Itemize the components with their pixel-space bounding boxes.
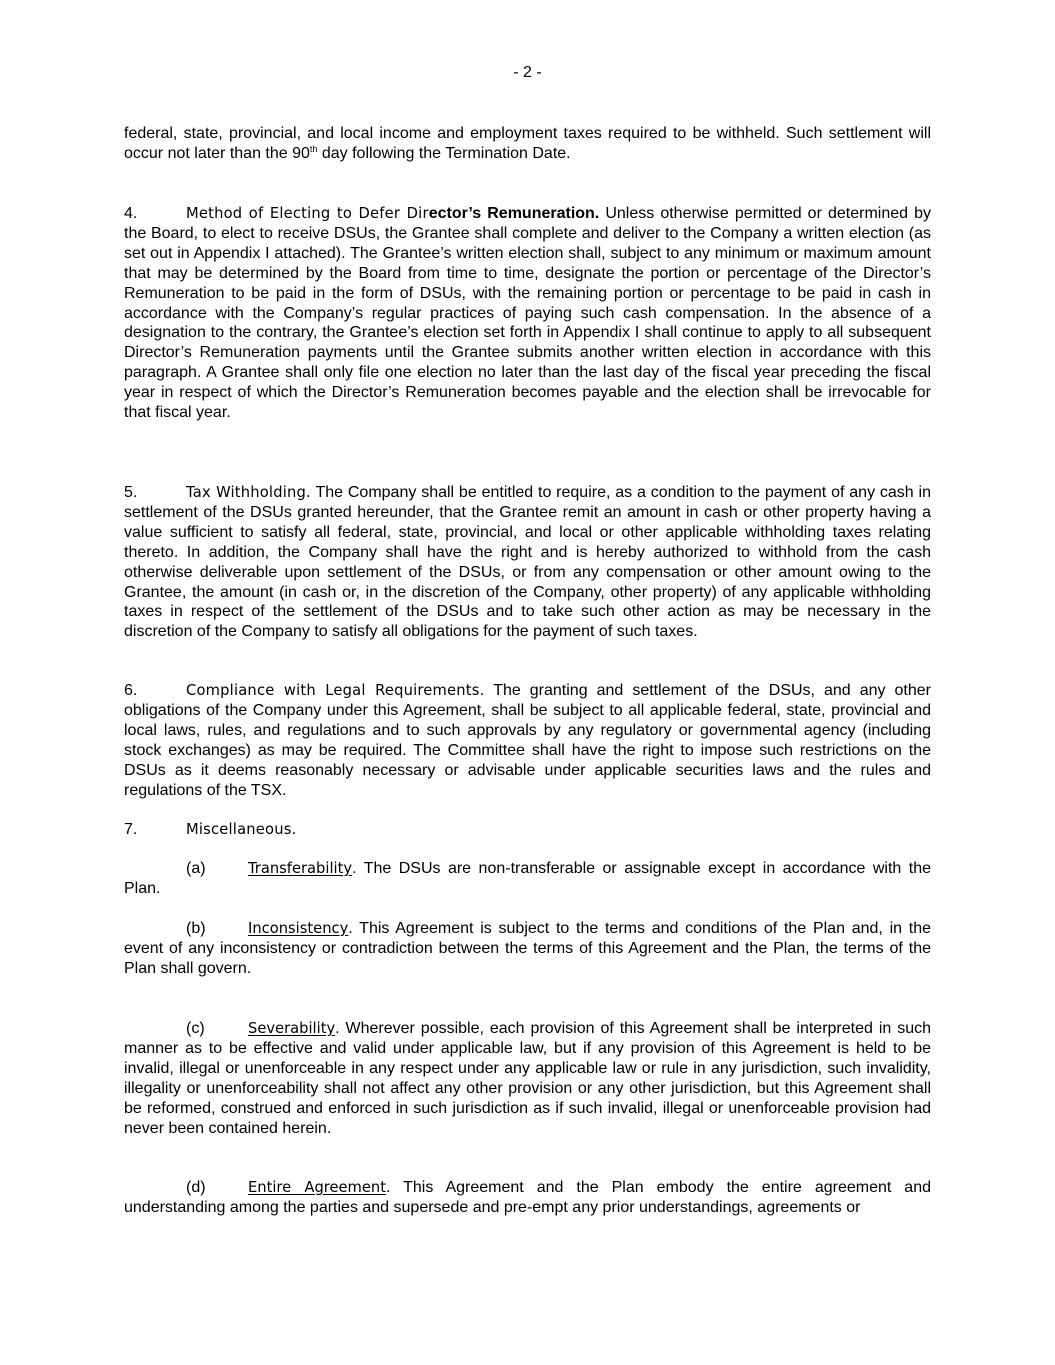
intro-text-a: federal, state, provincial, and local income and employment taxes required to be withheld. Such settlement will occur not later than the 90	[124, 125, 931, 162]
section-7-item-c	[124, 1019, 931, 1138]
section-4-number: 4.	[124, 205, 138, 222]
section-7-item-d	[124, 1178, 931, 1218]
page-number: - 2 -	[513, 64, 542, 81]
intro-superscript: th	[309, 143, 318, 154]
section-7-item-a	[124, 859, 931, 899]
section-4-heading: Method of Electing to Defer Dir	[186, 205, 429, 222]
section-5	[124, 483, 931, 642]
item-c-label: (c)	[186, 1020, 205, 1037]
section-7-heading: Miscellaneous.	[186, 821, 297, 838]
item-b-label: (b)	[186, 920, 206, 937]
section-7	[124, 820, 931, 840]
section-6-body: The granting and settlement of the DSUs, and any other obligations of the Company under this Agreement, shall be subject to all applicable federal, state, provincial and local laws, rules, and regulations and to such approvals by any regulatory or governmental agency (including stock exchanges) as may be required. The Committee shall have the right to impose such restrictions on the DSUs as it deems reasonably necessary or advisable under applicable securities laws and the rules and regulations of the TSX.	[124, 682, 931, 799]
section-5-heading: Tax Withholding.	[186, 484, 311, 501]
item-a-body: . The DSUs are non-transferable or assignable except in accordance with the Plan.	[124, 860, 931, 897]
section-4-heading-bold: ector’s Remuneration.	[428, 205, 600, 222]
section-5-body: The Company shall be entitled to require, as a condition to the payment of any cash in settlement of the DSUs granted hereunder, that the Grantee remit an amount in cash or other property having a value sufficient to satisfy all federal, state, provincial, and local or other applicable withholding taxes relating thereto. In addition, the Company shall have the right and is hereby authorized to withhold from the cash otherwise deliverable upon settlement of the DSUs, or from any compensation or other amount owing to the Grantee, the amount (in cash or, in the discretion of the Company, other property) of any applicable withholding taxes in respect of the settlement of the DSUs and to take such other action as may be necessary in the discretion of the Company to satisfy all obligations for the payment of such taxes.	[124, 484, 931, 641]
item-a-heading: Transferability	[248, 860, 353, 877]
section-6-heading: Compliance with Legal Requirements.	[186, 682, 485, 699]
section-6	[124, 681, 931, 800]
item-b-heading: Inconsistency	[248, 920, 349, 937]
intro-text-b: day following the Termination Date.	[317, 144, 571, 162]
item-d-label: (d)	[186, 1179, 206, 1196]
item-c-body: . Wherever possible, each provision of this Agreement shall be interpreted in such manner as to be effective and valid under applicable law, but if any provision of this Agreement is held to be invalid, illegal or unenforceable in any respect under any applicable law or rule in any jurisdiction, such invalidity, illegality or unenforceability shall not affect any other provision or any other jurisdiction, but this Agreement shall be reformed, construed and enforced in such jurisdiction as if such invalid, illegal or unenforceable provision had never been contained herein.	[124, 1020, 931, 1137]
item-c-heading: Severability	[248, 1020, 336, 1037]
item-b-body: . This Agreement is subject to the terms and conditions of the Plan and, in the event of any inconsistency or contradiction between the terms of this Agreement and the Plan, the terms of the Plan shall govern.	[124, 920, 931, 977]
section-7-number: 7.	[124, 821, 138, 838]
item-d-body: . This Agreement and the Plan embody the entire agreement and understanding among the parties and supersede and pre-empt any prior understandings, agreements or	[124, 1179, 931, 1216]
section-4-body: Unless otherwise permitted or determined by the Board, to elect to receive DSUs, the Grantee shall complete and deliver to the Company a written election (as set out in Appendix I attached). The Grantee’s written election shall, subject to any minimum or maximum amount that may be determined by the Board from time to time, designate the portion or percentage of the Director’s Remuneration to be paid in the form of DSUs, with the remaining portion or percentage to be paid in cash in accordance with the Company’s regular practices of paying such cash compensation. In the absence of a designation to the contrary, the Grantee’s election set forth in Appendix I shall continue to apply to all subsequent Director’s Remuneration payments until the Grantee submits another written election in accordance with this paragraph. A Grantee shall only file one election no later than the last day of the fiscal year preceding the fiscal year in respect of which the Director’s Remuneration becomes payable and the election shall be irrevocable for that fiscal year.	[124, 205, 932, 422]
section-5-number: 5.	[124, 484, 138, 501]
section-4	[124, 204, 931, 423]
section-6-number: 6.	[124, 682, 138, 699]
item-d-heading: Entire Agreement	[248, 1179, 386, 1196]
item-a-label: (a)	[186, 860, 206, 877]
section-7-item-b	[124, 919, 931, 979]
intro-paragraph	[124, 124, 931, 164]
